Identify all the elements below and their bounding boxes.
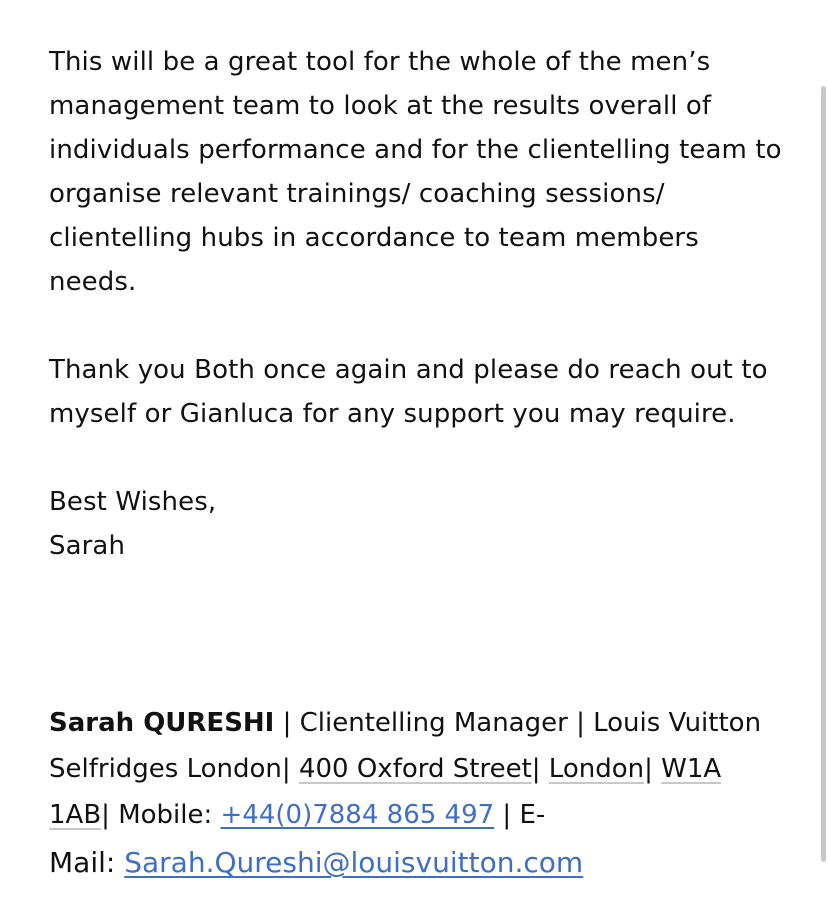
vertical-scrollbar[interactable] [821,86,826,862]
message-paragraph: This will be a great tool for the whole of the men’s management team to look at the results overall of individuals performance and for the clientelling team to organise relevant trainings/ coaching sessions/ clientelling hubs in accordance to team members needs. [49,47,782,297]
address-city-link[interactable]: London [548,754,645,784]
mobile-label: | Mobile: [101,800,221,830]
separator: | [274,708,300,738]
separator: | [644,754,662,784]
mobile-phone-link[interactable]: +44(0)7884 865 497 [220,800,495,830]
separator: | [567,708,594,738]
address-street-link[interactable]: 400 Oxford Street [298,754,532,784]
separator: | [531,754,549,784]
email-signature [49,700,789,888]
closing-line: Best Wishes, [49,487,217,517]
email-address-link[interactable]: Sarah.Qureshi@louisvuitton.com [124,846,584,879]
email-label-prefix: | E- [494,800,546,830]
signature-name: Sarah QURESHI [49,708,275,738]
signature-title: Clientelling Manager [299,708,568,738]
address-postcode-link[interactable]: W1A 1AB [49,754,722,830]
sender-name: Sarah [49,531,126,561]
signature-company: Louis Vuitton Selfridges London [49,708,762,784]
message-paragraph: Thank you Both once again and please do reach out to myself or Gianluca for any support you may require. [49,355,768,429]
email-body [49,40,789,568]
email-label: Mail: [49,846,125,879]
separator: | [281,754,299,784]
